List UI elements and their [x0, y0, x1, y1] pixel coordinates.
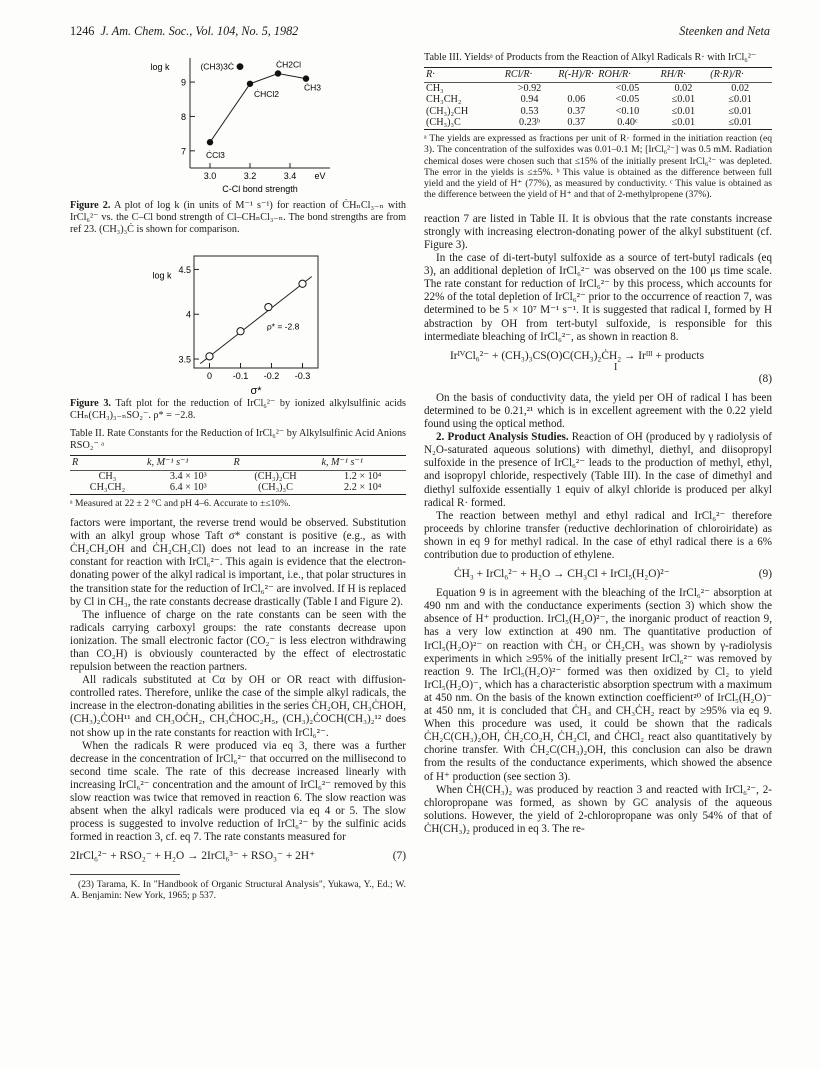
figure-3-caption: [70, 398, 406, 422]
figure-3-plot: [70, 242, 406, 398]
data-point: [237, 328, 244, 335]
left-body-text: [70, 517, 406, 901]
table-cell: 0.23ᵇ: [503, 117, 557, 129]
table-row: [424, 94, 772, 106]
right-column: [424, 52, 772, 836]
plot-frame: [194, 256, 318, 368]
table-cell: (CH₃)₃C: [232, 482, 320, 494]
table-row: [424, 106, 772, 118]
journal-citation: J. Am. Chem. Soc., Vol. 104, No. 5, 1982: [100, 24, 299, 38]
paragraph: factors were important, the reverse trend would be observed. Substitution with an alkyl group whose Taft σ* constant is positive (e.g., as with ĊH₂CH₂OH and ĊH₂CH₂Cl) does not lead to an increase in the rate constant for reaction with IrCl₆²⁻. This again is evidence that the electron-donating power of the alkyl radical is important, i.e., that polar structures in the transition state for the reduction of IrCl₆²⁻ are involved. If H is replaced by Cl in CH₃, the rate constants decrease drastically (Table I and Figure 2).: [70, 517, 406, 608]
y-tick-label: 9: [180, 77, 186, 88]
table-3-title-text: Yieldsᵃ of Products from the Reaction of Alkyl Radicals R· with IrCl₆²⁻: [463, 52, 757, 63]
table-2-grid: [70, 455, 406, 495]
x-tick-label: 3.2: [243, 171, 257, 181]
table-cell: (CH₃)₂CH: [426, 105, 469, 117]
paragraph: reaction 7 are listed in Table II. It is obvious that the rate constants increase strongly with increasing electron-donating power of the alkyl substituent (cf. Figure 3).: [424, 212, 772, 251]
point-label: (CH3)3Ċ: [200, 61, 234, 72]
paragraph: Equation 9 is in agreement with the bleaching of the IrCl₆²⁻ absorption at 490 nm and with the conductance experiments (section 3) which show the absence of H⁺ production. IrCl₅(H₂O)²⁻, the inorganic product of reaction 9, has a very low extinction at 490 nm. The quantitative production of IrCl₅(H₂O)²⁻ on reaction with ĊH₃ or ĊH₂CH₃ was shown by γ-radiolysis experiments in which ≥95% of the initially present IrCl₆²⁻ was removed by reaction 9. The IrCl₅(H₂O)²⁻ formed was then oxidized by Cl₂ to yield IrCl₅(H₂O)⁻, which has a characteristic absorption spectrum with a maximum at 450 nm. On the basis of the known extinction coefficient²⁰ of IrCl₅(H₂O)⁻ at 450 nm, it is concluded that ĊH₃ and CH₃ĊH₂ react by ≥95% via eq 9. When this procedure was used, it could be shown that the radicals ĊH₂C(CH₃)₂OH, ĊH₂CO₂H, ĊH₂Cl, and ĊHCl₂ react also quantitatively by chorine transfer. With ĊH₂C(CH₃)₂OH, this conclusion can also be drawn from the results of the conductance experiments, which showed the absence of H⁺ production (see section 3).: [424, 587, 772, 783]
y-tick-label: 3.5: [178, 354, 191, 365]
x-tick-label: -0.2: [263, 371, 280, 381]
table-cell: CH₃CH₂: [70, 482, 145, 494]
table-cell: ≤0.01: [671, 94, 696, 106]
table-3-header: ROH/R·: [596, 68, 658, 83]
table-cell: <0.10: [615, 105, 640, 117]
table-row: [424, 82, 772, 94]
paragraph: The reaction between methyl and ethyl radical and IrCl₆²⁻ therefore proceeds by chlorine transfer (reductive dechlorination of chloroiridate) as shown in eq 9 for methyl radical. In the case of ethyl radical there is a 6% contribution due to production of ethylene.: [424, 509, 772, 561]
table-2: [70, 428, 406, 509]
table-cell: ≤0.01: [728, 94, 752, 106]
paragraph: [424, 431, 772, 510]
y-tick-label: 4.5: [178, 264, 191, 275]
table-cell: ≤0.01: [659, 117, 709, 129]
table-2-title-label: Table II.: [70, 428, 105, 439]
table-cell: 1.2 × 10⁴: [319, 470, 406, 482]
page-header: [70, 24, 770, 42]
paragraph: When the radicals R were produced via eq 3, there was a further decrease in the concentration of IrCl₆²⁻ that occurred on the millisecond to second time scale. The rate of this decrease increased linearly with increasing IrCl₆²⁻ concentration and the amount of IrCl₆²⁻ removed by this slow reaction was twice that removed in reaction 6. The slow reaction was absent when the alkyl radicals were produced via eq 4 or 5. The slow process is suggested to involve reduction of IrCl₆²⁻ by the sulfinic acids formed in reaction 3, cf. eq 7. The rate constants measured for: [70, 739, 406, 844]
table-cell: ≤0.01: [708, 117, 772, 129]
paragraph-text: Reaction of OH (produced by γ radiolysis of N₂O-saturated aqueous solutions) with dimethyl, diethyl, and diisopropyl sulfoxide in the presence of IrCl₆²⁻ leads to the production of methyl, ethyl, and isopropyl chloride, respectively (Table III). In the case of dimethyl and diethyl sulfoxide essentially 1 equiv of alkyl chloride is produced per alkyl radical R· formed.: [424, 431, 772, 509]
table-3-header: (R·R)/R·: [708, 68, 772, 83]
table-cell: 6.4 × 10³: [145, 482, 232, 494]
table-3-grid: [424, 67, 772, 130]
table-cell: 0.02: [708, 82, 772, 94]
table-3: [424, 52, 772, 201]
point-label: ĊHCl2: [254, 88, 280, 99]
x-tick-label: -0.1: [232, 371, 249, 381]
y-tick-label: 7: [180, 146, 186, 157]
figure-3-caption-text: Taft plot for the reduction of IrCl₆²⁻ by ionized alkylsulfinic acids CHₙ(CH₃)₃₋ₙSO₂⁻. ρ* = −2.8.: [70, 398, 406, 421]
header-left: [70, 24, 298, 39]
equation-8-radical-label: I: [614, 361, 618, 373]
figure-2-caption-label: Figure 2.: [70, 200, 111, 211]
paragraph: The influence of charge on the rate constants can be seen with the radicals carrying carboxyl groups: the rate constants decrease upon ionization. The small electronic factor (CO₂⁻ is less electron withdrawing than CO₂H) is obviously counteracted by the effect of electrostatic repulsion between the reaction partners.: [70, 608, 406, 674]
trend-line: [210, 74, 306, 143]
y-axis-label: log k: [150, 62, 170, 72]
table-cell: >0.92: [503, 82, 557, 94]
equation-7-number: (7): [392, 850, 406, 863]
table-cell: ≤0.01: [728, 105, 752, 117]
point-label: ĊCl3: [206, 150, 225, 161]
table-3-title-label: Table III.: [424, 52, 462, 63]
table-2-header: k, M⁻¹ s⁻¹: [319, 456, 406, 471]
data-point: [207, 139, 213, 145]
data-point: [206, 353, 213, 360]
point-label: ĊH3: [304, 82, 322, 93]
paragraph: In the case of di-tert-butyl sulfoxide as a source of tert-butyl radicals (eq 3), an additional depletion of IrCl₆²⁻ was observed on the 100 μs time scale. The rate constant for reduction of IrCl₆²⁻ by this process, which accounts for 22% of the total depletion of IrCl₆²⁻ prior to the occurrence of reaction 7, was determined to be 5 × 10⁷ M⁻¹ s⁻¹. It is suggested that radical I, formed by H abstraction by OH from tert-butyl sulfoxide, is responsible for this intermediate bleaching of IrCl₆²⁻, as shown in reaction 8.: [424, 252, 772, 343]
data-point: [275, 70, 281, 76]
table-row: [70, 482, 406, 494]
table-2-title: [70, 428, 406, 452]
figure-2-plot: [70, 52, 406, 200]
table-row: [70, 470, 406, 482]
footnote-rule: [70, 874, 180, 875]
table-3-title: [424, 52, 772, 64]
equation-7: [70, 850, 406, 863]
equation-8: [424, 350, 772, 386]
figure-3-caption-label: Figure 3.: [70, 398, 111, 409]
point-label: ĊH2Cl: [276, 59, 302, 70]
paragraph: When ĊH(CH₃)₂ was produced by reaction 3 and reacted with IrCl₆²⁻, 2-chloropropane was formed, as shown by GC analysis of the aqueous solutions. However, the yield of 2-chloropropane was only 54% of that of ĊH(CH₃)₂ produced in eq 3. The re-: [424, 783, 772, 835]
y-tick-label: 4: [185, 309, 191, 320]
footnote-23: (23) Tarama, K. In "Handbook of Organic Structural Analysis", Yukawa, Y., Ed.; W. A. Benjamin: New York, 1965; p 537.: [70, 878, 406, 901]
right-body-text: [424, 213, 772, 836]
table-3-header: R(-H)/R·: [556, 68, 596, 83]
figure-2-caption: [70, 200, 406, 236]
x-tick-label: 0: [206, 371, 213, 381]
table-3-header: RH/R·: [659, 68, 709, 83]
table-cell: 0.37: [567, 105, 586, 117]
figure-2: [70, 52, 406, 200]
table-3-footnote: ᵃ The yields are expressed as fractions per unit of R· formed in the initiation reaction (eq 3). The concentration of the sulfoxides was 0.01–0.1 M; [IrCl₆²⁻] was 0.5 mM. Radiation chemical doses were chosen such that ≤15% of the initially present IrCl₆²⁻ was depleted. The error in the yields is ≤±5%. ᵇ This value is obtained as the difference between full yield and the yield of H⁺ (77%), as measured by conductivity. ᶜ This value is obtained as the difference between the yield of H⁺ and that of 2-methylpropene (37%).: [424, 132, 772, 201]
equation-8-text: IrᴵⱽCl₆²⁻ + (CH₃)₃CS(O)C(CH₃)₂ĊH₂ → Irᴵᴵᴵ + products: [450, 349, 705, 362]
x-unit: eV: [314, 171, 326, 181]
table-cell: 0.02: [659, 82, 709, 94]
table-2-footnote: ᵃ Measured at 22 ± 2 °C and pH 4–6. Accurate to ±≤10%.: [70, 497, 291, 509]
table-cell: ≤0.01: [671, 105, 696, 117]
equation-8-number: (8): [758, 372, 772, 385]
equation-9: [424, 568, 772, 581]
table-cell: 0.94: [520, 94, 539, 106]
table-3-header: RCl/R·: [503, 68, 557, 83]
x-tick-label: -0.3: [294, 371, 311, 381]
table-3-header: R·: [424, 68, 503, 83]
equation-9-number: (9): [758, 568, 772, 581]
rho-annotation: ρ* = -2.8: [266, 321, 300, 332]
figure-2-caption-text: A plot of log k (in units of M⁻¹ s⁻¹) for reaction of ĊHₙCl₃₋ₙ with IrCl₆²⁻ vs. the C–Cl bond strength of Cl–CHₙCl₃₋ₙ. The bond strengths are from ref 23. (CH₃)₃Ċ is shown for comparison.: [70, 200, 406, 235]
section-heading: 2. Product Analysis Studies.: [436, 431, 569, 444]
table-cell: 0.53: [520, 105, 539, 117]
page-number: 1246: [70, 24, 95, 38]
x-tick-label: 3.4: [283, 171, 297, 181]
data-point: [303, 75, 309, 81]
table-cell: 0.06: [567, 94, 586, 106]
y-tick-label: 8: [180, 111, 186, 122]
equation-7-text: 2IrCl₆²⁻ + RSO₂⁻ + H₂O → 2IrCl₆³⁻ + RSO₃⁻ + 2H⁺: [70, 850, 316, 863]
table-cell: 3.4 × 10³: [145, 470, 232, 482]
table-2-title-text: Rate Constants for the Reduction of IrCl₆²⁻ by Alkylsulfinic Acid Anions RSO₂⁻ ᵃ: [70, 428, 406, 451]
table-2-header: R: [70, 456, 145, 471]
table-row: [424, 117, 772, 129]
data-point: [299, 280, 306, 287]
data-point: [247, 81, 253, 87]
table-cell: <0.05: [596, 82, 658, 94]
table-cell: (CH₃)₂CH: [232, 470, 320, 482]
paragraph: On the basis of conductivity data, the yield per OH of radical I has been determined to be 0.21,²¹ which is in excellent agreement with the 0.22 yield found using the optical method.: [424, 391, 772, 431]
x-axis-label: σ*: [250, 385, 262, 397]
table-cell: CH₃CH₂: [426, 94, 462, 106]
table-cell: 0.40ᶜ: [596, 117, 658, 129]
x-tick-label: 3.0: [203, 171, 217, 181]
figure-3: [70, 242, 406, 398]
data-point-tert-butyl: [237, 63, 244, 70]
x-axis-label: C-Cl bond strength: [222, 184, 298, 194]
table-2-header: R: [232, 456, 320, 471]
table-cell: 0.37: [556, 117, 596, 129]
data-point: [265, 303, 272, 310]
paragraph: All radicals substituted at Cα by OH or OR react with diffusion-controlled rates. Therefore, unlike the case of the simple alkyl radicals, the increase in the electron-donating abilities in the series ĊH₂OH, CH₃ĊHOH, (CH₃)₂ĊOH¹¹ and CH₃OĊH₂, CH₃ĊHOC₂H₅, (CH₃)₂ĊOCH(CH₃)₂¹² does not show up in the rate constants for reaction with IrCl₆²⁻.: [70, 674, 406, 739]
table-cell: CH₃: [70, 470, 145, 482]
y-axis-label: log k: [152, 270, 172, 281]
table-cell: CH₃: [424, 82, 503, 94]
table-cell: [556, 82, 596, 94]
table-cell: 2.2 × 10⁴: [319, 482, 406, 494]
left-column: [70, 52, 406, 901]
table-2-header: k, M⁻¹ s⁻¹: [145, 456, 232, 471]
fit-line: [200, 277, 312, 364]
table-cell: <0.05: [615, 94, 640, 106]
equation-9-text: ĊH₃ + IrCl₆²⁻ + H₂O → CH₃Cl + IrCl₅(H₂O)²⁻: [454, 568, 670, 581]
header-authors: Steenken and Neta: [679, 24, 770, 38]
table-cell: (CH₃)₃C: [424, 117, 503, 129]
